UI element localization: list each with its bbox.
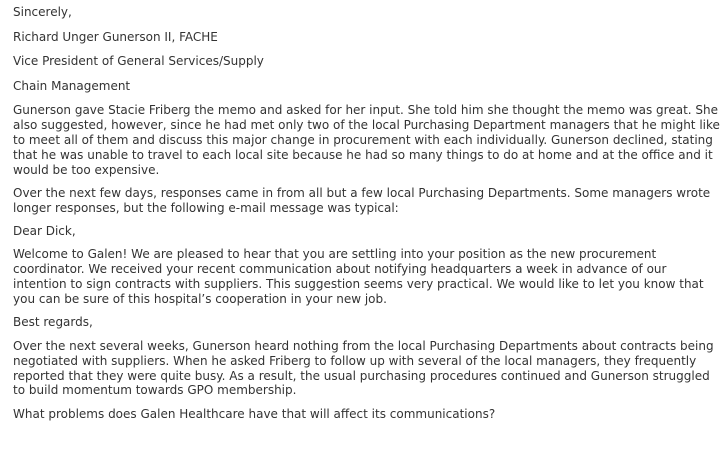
narrative-paragraph-1: Gunerson gave Stacie Friberg the memo and asked for her input. She told him she thought the memo was great. She also suggested, however, since he had met only two of the local Purchasing Department managers that he might like to meet all of them and discuss this major change in procurement with each individually. Gunerson declined, stating that he was unable to travel to each local site because he had so many things to do at home and at the office and it would be too expensive. [13, 103, 720, 177]
narrative-paragraph-3: Over the next several weeks, Gunerson heard nothing from the local Purchasing Departments about contracts being negotiated with suppliers. When he asked Friberg to follow up with several of the local managers, they frequently reported that they were quite busy. As a result, the usual purchasing procedures continued and Gunerson struggled to build momentum towards GPO membership. [13, 338, 714, 398]
narrative-paragraph-2: Over the next few days, responses came in from all but a few local Purchasing Departments. Some managers wrote longer responses, but the following e-mail message was typical: [13, 185, 711, 215]
email-closing: Best regards, [13, 315, 93, 330]
discussion-question: What problems does Galen Healthcare have that will affect its communications? [13, 406, 496, 421]
document-body [13, 0, 723, 422]
signer-name: Richard Unger Gunerson II, FACHE [13, 29, 218, 44]
closing-line: Sincerely, [13, 5, 72, 19]
signer-department: Chain Management [13, 78, 131, 93]
email-body: Welcome to Galen! We are pleased to hear that you are settling into your position as the new procurement coordinator. We received your recent communication about notifying headquarters a week in advance of our intention to sign contracts with suppliers. This suggestion seems very practical. We would like to let you know that you can be sure of this hospital’s cooperation in your new job. [13, 247, 704, 307]
signer-title: Vice President of General Services/Supply [13, 54, 264, 68]
email-salutation: Dear Dick, [13, 224, 76, 239]
